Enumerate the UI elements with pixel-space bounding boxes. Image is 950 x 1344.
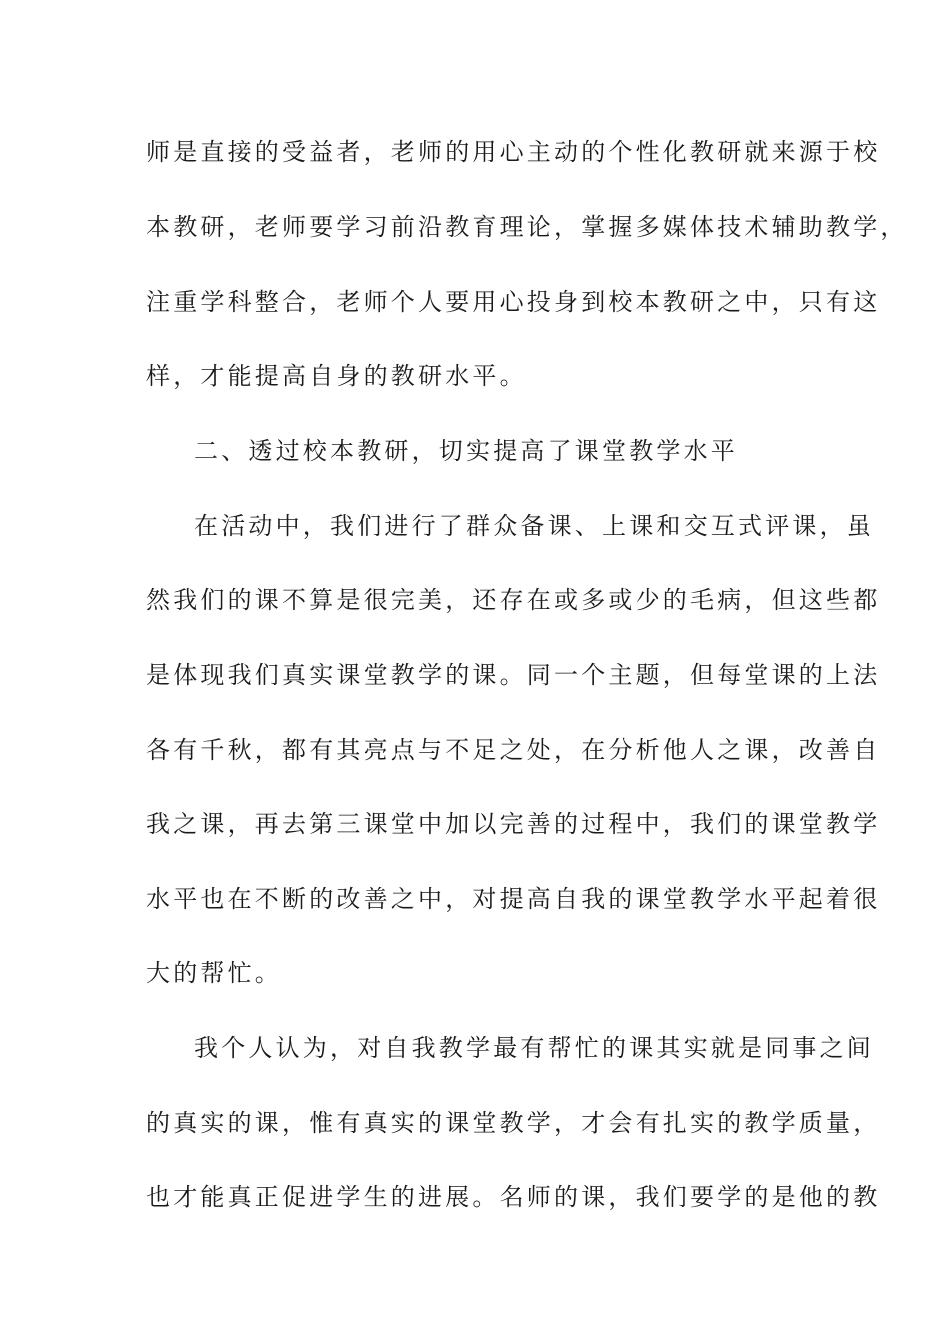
text-line-3: 注重学科整合，老师个人要用心投身到校本教研之中，只有这 — [146, 288, 881, 316]
text-line-2: 本教研，老师要学习前沿教育理论，掌握多媒体技术辅助教学， — [146, 213, 908, 241]
text-line-13: 我个人认为，对自我教学最有帮忙的课其实就是同事之间 — [194, 1034, 874, 1062]
text-line-7: 然我们的课不算是很完美，还存在或多或少的毛病，但这些都 — [146, 586, 881, 614]
text-line-9: 各有千秋，都有其亮点与不足之处，在分析他人之课，改善自 — [146, 736, 881, 764]
text-line-12: 大的帮忙。 — [146, 959, 282, 987]
text-line-1: 师是直接的受益者，老师的用心主动的个性化教研就来源于校 — [146, 138, 881, 166]
section-heading: 二、透过校本教研，切实提高了课堂教学水平 — [194, 437, 738, 465]
text-line-15: 也才能真正促进学生的进展。名师的课，我们要学的是他的教 — [146, 1183, 881, 1211]
text-line-6: 在活动中，我们进行了群众备课、上课和交互式评课，虽 — [194, 512, 874, 540]
text-line-11: 水平也在不断的改善之中，对提高自我的课堂教学水平起着很 — [146, 885, 881, 913]
text-line-4: 样，才能提高自身的教研水平。 — [146, 362, 527, 390]
text-line-10: 我之课，再去第三课堂中加以完善的过程中，我们的课堂教学 — [146, 810, 881, 838]
text-line-14: 的真实的课，惟有真实的课堂教学，才会有扎实的教学质量， — [146, 1109, 881, 1137]
text-line-8: 是体现我们真实课堂教学的课。同一个主题，但每堂课的上法 — [146, 661, 881, 689]
